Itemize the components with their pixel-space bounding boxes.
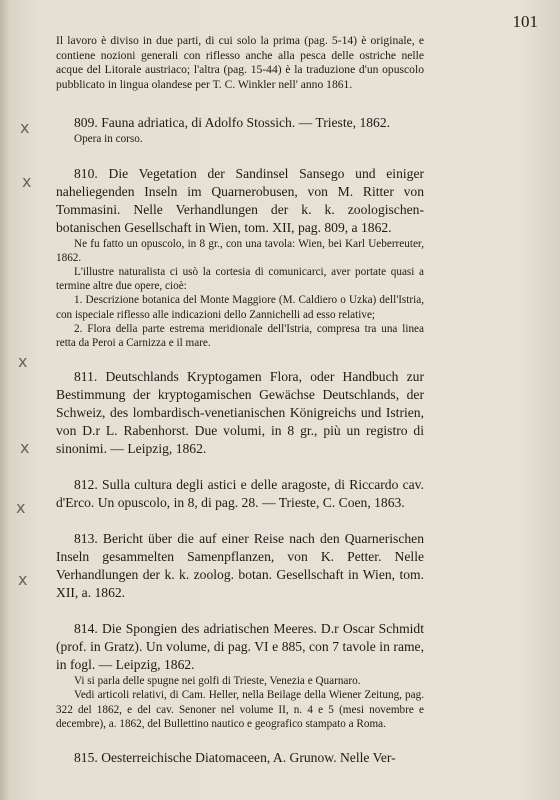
- entry-814-note: Vedi articoli relativi, di Cam. Heller, nella Beilage della Wiener Zeitung, pag. 322 del 1862, e del cav. Senoner nel volume II, n. 4 e 5 (mesi novembre e decembre), a. 1862, del Bullettino nautico e geografico stampato a Roma.: [56, 689, 424, 730]
- page-body: [56, 34, 424, 767]
- margin-pencil-mark: x: [18, 570, 28, 589]
- entry-815: 815. Oesterreichische Diatomaceen, A. Grunow. Nelle Ver-: [74, 750, 396, 766]
- entry-812: 812. Sulla cultura degli astici e delle aragoste, di Riccardo cav. d'Erco. Un opuscolo, in 8, di pag. 28. — Trieste, C. Coen, 1863.: [56, 477, 424, 511]
- entry-813: 813. Bericht über die auf einer Reise nach den Quarnerischen Inseln gesammelten Samenpflanzen, von K. Petter. Nelle Verhandlungen der k. k. zoolog. botan. Gesellschaft in Wien, tom. XII, a. 1862.: [56, 531, 424, 601]
- intro-paragraph: Il lavoro è diviso in due parti, di cui solo la prima (pag. 5-14) è originale, e contiene nozioni generali con riflesso anche alla pesca delle ostriche nelle acque del Litorale austriaco; l'altra (pag. 15-44) è la traduzione d'un opuscolo pubblicato in lingua olandese per T. C. Winkler nell' anno 1861.: [56, 34, 424, 91]
- entry-810-note: L'illustre naturalista ci usò la cortesia di comunicarci, aver portate quasi a termine altre due opere, cioè:: [56, 265, 424, 293]
- entry-814: 814. Die Spongien des adriatischen Meeres. D.r Oscar Schmidt (prof. in Gratz). Un volume, di pag. VI e 885, con 7 tavole in rame, in fogl. — Leipzig, 1862.: [56, 621, 424, 673]
- entry-809: 809. Fauna adriatica, di Adolfo Stossich. — Trieste, 1862.: [74, 115, 391, 131]
- entry-814-note: Vi si parla delle spugne nei golfi di Trieste, Venezia e Quarnaro.: [74, 675, 361, 688]
- margin-pencil-mark: x: [20, 438, 30, 457]
- margin-pencil-mark: x: [16, 498, 26, 517]
- entry-810: 810. Die Vegetation der Sandinsel Sansego und einiger naheliegenden Inseln im Quarnerobusen, von M. Ritter von Tommasini. Nelle Verhandlungen der k. k. zoologischen-botanischen Gesellschaft in Wien, tom. XII, pag. 809, a 1862.: [56, 165, 424, 235]
- margin-pencil-mark: x: [22, 172, 32, 191]
- margin-pencil-mark: x: [18, 352, 28, 371]
- entry-810-item: 2. Flora della parte estrema meridionale dell'Istria, compresa tra una linea retta da Peroi a Carnizza e il mare.: [56, 322, 424, 349]
- page-number: 101: [512, 12, 538, 31]
- entry-811: 811. Deutschlands Kryptogamen Flora, oder Handbuch zur Bestimmung der kryptogamischen Gewächse Deutschlands, der Schweiz, des lombardisch-venetianischen Königreichs und Istrien, von D.r L. Rabenhorst. Due volumi, in 8 gr., più un registro di sinonimi. — Leipzig, 1862.: [56, 369, 424, 457]
- entry-810-note: Ne fu fatto un opuscolo, in 8 gr., con una tavola: Wien, bei Karl Ueberreuter, 1862.: [56, 237, 424, 264]
- entry-810-item: 1. Descrizione botanica del Monte Maggiore (M. Caldiero o Uzka) dell'Istria, con ispeciale riflesso alle indicazioni dello Zannichelli ad esso relative;: [56, 294, 424, 321]
- margin-pencil-mark: x: [20, 118, 30, 137]
- entry-809-note: Opera in corso.: [74, 133, 143, 146]
